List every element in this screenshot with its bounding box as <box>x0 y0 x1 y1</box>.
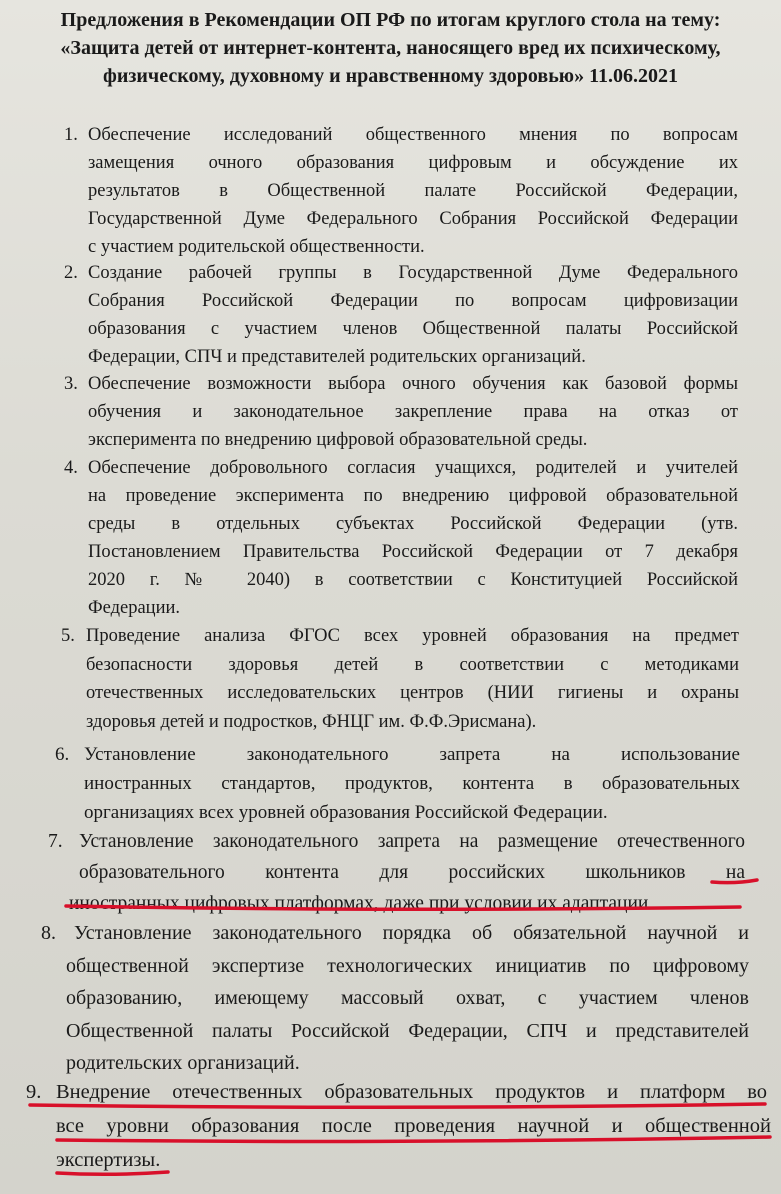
item-line: Обеспечение добровольного согласия учащихся, родителей и учителей <box>88 458 738 478</box>
item-line: Обеспечение возможности выбора очного обучения как базовой формы <box>88 374 738 394</box>
list-item-8 <box>41 917 749 1080</box>
item-line: образования с участием членов Общественной палаты Российской <box>88 319 738 339</box>
item-line: обучения и законодательное закрепление права на отказ от <box>88 402 738 422</box>
title-line: «Защита детей от интернет-контента, наносящего вред их психическому, <box>60 37 721 59</box>
item-line: Установление законодательного порядка об обязательной научной и <box>74 922 749 944</box>
list-item-1 <box>64 121 738 261</box>
item-line: среды в отдельных субъектах Российской Федерации (утв. <box>88 514 738 534</box>
item-line: Федерации. <box>88 598 180 618</box>
item-line: с участием родительской общественности. <box>88 237 425 257</box>
item-line: 2020 г. № 2040) в соответствии с Конституцией Российской <box>88 570 738 590</box>
item-line: Установление законодательного запрета на использование <box>84 744 740 765</box>
list-item-9 <box>26 1075 771 1177</box>
item-line: иностранных стандартов, продуктов, контента в образовательных <box>84 773 740 794</box>
list-item-5 <box>61 622 739 736</box>
list-item-3 <box>64 370 738 454</box>
document-title <box>0 6 781 90</box>
item-line: Установление законодательного запрета на размещение отечественного <box>79 831 745 852</box>
item-line: общественной экспертизе технологических инициатив по цифровому <box>66 954 749 977</box>
item-line: организациях всех уровней образования Российской Федерации. <box>84 802 608 823</box>
item-line: Проведение анализа ФГОС всех уровней образования на предмет <box>86 626 739 646</box>
list-item-2 <box>64 259 738 371</box>
item-number: 6. <box>55 744 70 765</box>
item-line: все уровни образования после проведения научной и общественной <box>56 1115 771 1137</box>
item-line: образованию, имеющему массовый охват, с участием членов <box>66 987 749 1009</box>
item-line: Внедрение отечественных образовательных продуктов и платформ во <box>56 1081 767 1103</box>
item-line: Федерации, СПЧ и представителей родительских организаций. <box>88 347 586 367</box>
item-line: экспертизы. <box>56 1149 161 1171</box>
title-line: Предложения в Рекомендации ОП РФ по итогам круглого стола на тему: <box>60 9 721 31</box>
item-line: Государственной Думе Федерального Собрания Российской Федерации <box>88 209 738 229</box>
item-number: 8. <box>41 922 56 944</box>
item-line: Обеспечение исследований общественного мнения по вопросам <box>88 125 738 145</box>
item-number: 7. <box>48 831 63 852</box>
item-line: отечественных исследовательских центров (НИИ гигиены и охраны <box>86 683 739 703</box>
item-number: 1. <box>64 125 78 145</box>
item-line: результатов в Общественной палате Российской Федерации, <box>88 181 738 201</box>
item-number: 5. <box>61 626 75 646</box>
item-line: здоровья детей и подростков, ФНЦГ им. Ф.Ф.Эрисмана). <box>86 711 537 732</box>
item-number: 4. <box>64 458 78 478</box>
item-line: образовательного контента для российских школьников на <box>79 862 745 883</box>
item-line: эксперимента по внедрению цифровой образовательной среды. <box>88 430 588 450</box>
item-line: Создание рабочей группы в Государственной Думе Федерального <box>88 263 738 283</box>
item-number: 9. <box>26 1081 42 1103</box>
item-line: на проведение эксперимента по внедрению цифровой образовательной <box>88 486 738 506</box>
item-line: Общественной палаты Российской Федерации, СПЧ и представителей <box>66 1019 749 1042</box>
item-number: 2. <box>64 263 78 283</box>
item-line: безопасности здоровья детей в соответствии с методиками <box>86 654 739 675</box>
item-line: Постановлением Правительства Российской Федерации от 7 декабря <box>88 542 738 562</box>
title-line: физическому, духовному и нравственному здоровью» 11.06.2021 <box>103 65 678 87</box>
list-item-7 <box>48 826 745 919</box>
list-item-4 <box>64 454 738 622</box>
list-item-6 <box>55 740 740 827</box>
item-line: родительских организаций. <box>66 1052 300 1074</box>
item-line: иностранных цифровых платформах, даже при условии их адаптации. <box>69 893 654 914</box>
item-number: 3. <box>64 374 78 394</box>
item-line: Собрания Российской Федерации по вопросам цифровизации <box>88 291 738 311</box>
item-line: замещения очного образования цифровым и обсуждение их <box>88 153 738 173</box>
